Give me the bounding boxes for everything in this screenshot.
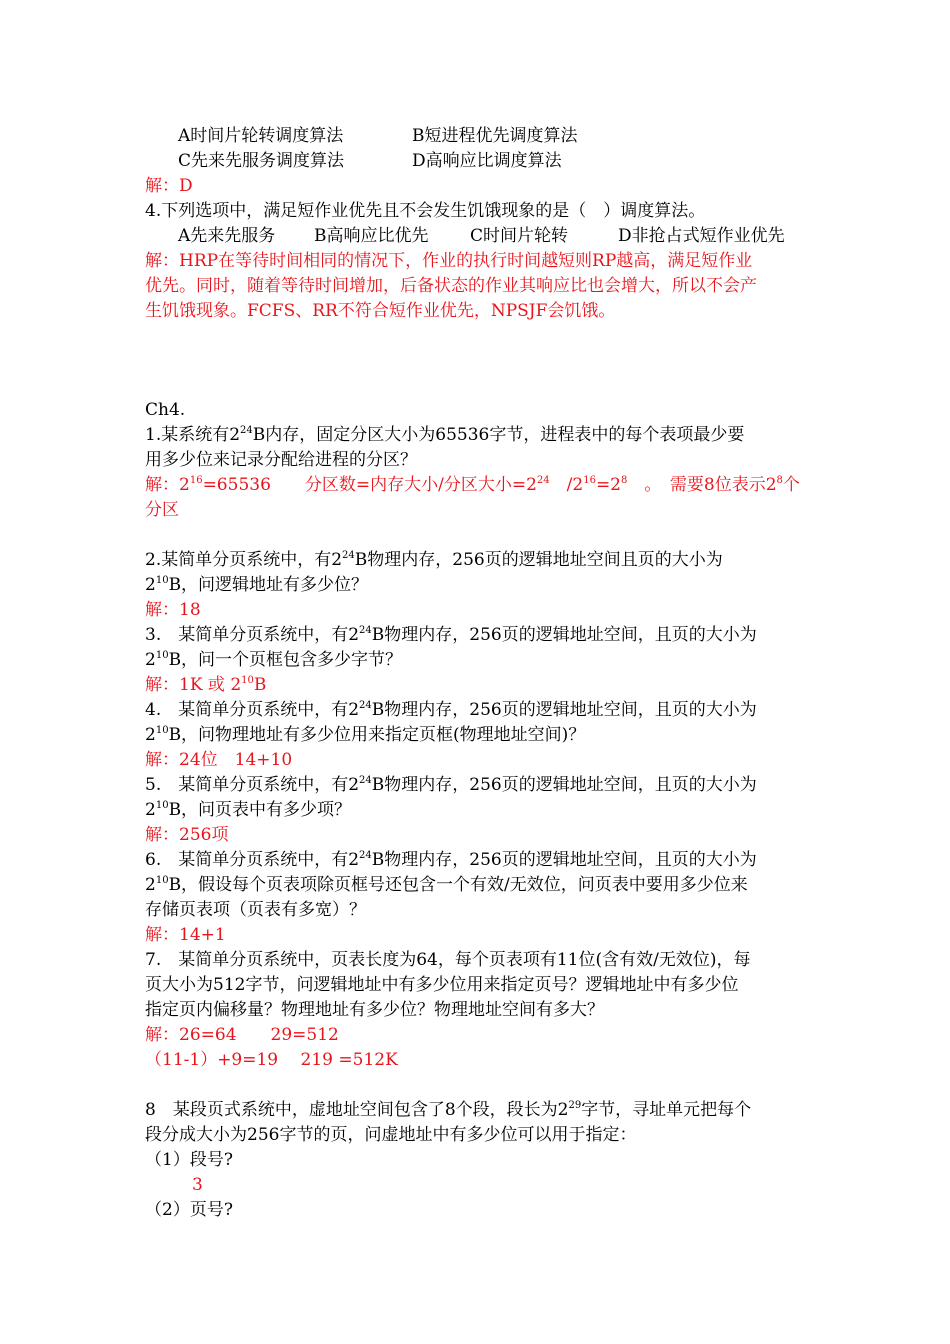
ch4-q1-line-2: 用多少位来记录分配给进程的分区？ bbox=[145, 450, 417, 470]
text: 1.某系统有2 bbox=[145, 425, 241, 445]
ch4-q6-line-2 bbox=[145, 873, 748, 897]
q4-question: 4.下列选项中，满足短作业优先且不会发生饥饿现象的是（ ）调度算法。 bbox=[145, 201, 706, 221]
q3-options-row-2 bbox=[178, 149, 562, 173]
exponent: 10 bbox=[241, 675, 254, 686]
ch4-q8-line-2: 段分成大小为256字节的页，问虚地址中有多少位可以用于指定： bbox=[145, 1125, 637, 1145]
exponent: 24 bbox=[359, 625, 372, 636]
ch4-q1-line-1 bbox=[145, 423, 744, 447]
text: 字节，寻址单元把每个 bbox=[581, 1100, 752, 1120]
q3-answer: 解：D bbox=[145, 176, 193, 196]
text: B物理内存，256页的逻辑地址空间，且页的大小为 bbox=[371, 625, 757, 645]
ch4-q3-answer bbox=[145, 673, 266, 697]
ch4-q7-answer-line-2: （11-1）+9=19 219 =512K bbox=[145, 1050, 398, 1070]
exponent: 16 bbox=[189, 475, 203, 486]
exponent: 24 bbox=[536, 475, 550, 486]
ch4-q1-answer bbox=[145, 473, 800, 497]
text: B，问逻辑地址有多少位？ bbox=[168, 575, 369, 595]
ch4-q7-line-2: 页大小为512字节，问逻辑地址中有多少位用来指定页号？逻辑地址中有多少位 bbox=[145, 975, 739, 995]
text: =2 bbox=[595, 475, 621, 495]
exponent: 29 bbox=[568, 1100, 582, 1111]
text: 8 某段页式系统中，虚地址空间包含了8个段，段长为2 bbox=[145, 1100, 569, 1120]
text: 解：1K 或 2 bbox=[145, 675, 242, 695]
q3-options-row-1 bbox=[178, 124, 578, 148]
text: B，问物理地址有多少位用来指定页框(物理地址空间)？ bbox=[168, 725, 586, 745]
ch4-q3-line-2 bbox=[145, 648, 402, 672]
text: =65536 分区数=内存大小/分区大小=2 bbox=[202, 475, 537, 495]
text: 3. 某简单分页系统中，有2 bbox=[145, 625, 360, 645]
exponent: 24 bbox=[342, 550, 355, 561]
ch4-q1-answer-line-2: 分区 bbox=[145, 500, 179, 520]
ch4-q4-line-1 bbox=[145, 698, 757, 722]
text: B物理内存，256页的逻辑地址空间，且页的大小为 bbox=[371, 775, 757, 795]
q4-answer-line-3: 生饥饿现象。FCFS、RR不符合短作业优先，NPSJF会饥饿。 bbox=[145, 301, 616, 321]
ch4-q6-answer: 解：14+1 bbox=[145, 925, 226, 945]
text: 个 bbox=[782, 475, 800, 495]
q3-option-d: D高响应比调度算法 bbox=[412, 151, 562, 171]
text: 2 bbox=[145, 725, 156, 745]
ch4-q4-answer: 解：24位 14+10 bbox=[145, 750, 293, 770]
q4-option-b: B高响应比优先 bbox=[314, 226, 429, 246]
q3-option-c: C先来先服务调度算法 bbox=[178, 151, 345, 171]
ch4-q8-sub-1: （1）段号? bbox=[145, 1150, 233, 1170]
exponent: 16 bbox=[583, 475, 596, 486]
exponent: 24 bbox=[359, 775, 372, 786]
ch4-q8-sub-2: （2）页号? bbox=[145, 1200, 233, 1220]
text: 6. 某简单分页系统中，有2 bbox=[145, 850, 360, 870]
text: 2.某简单分页系统中，有2 bbox=[145, 550, 343, 570]
text: 解：2 bbox=[145, 475, 190, 495]
text: B物理内存，256页的逻辑地址空间，且页的大小为 bbox=[371, 700, 757, 720]
exponent: 10 bbox=[155, 875, 169, 886]
exponent: 10 bbox=[155, 800, 169, 811]
text: 4. 某简单分页系统中，有2 bbox=[145, 700, 360, 720]
ch4-q7-line-3: 指定页内偏移量？物理地址有多少位？物理地址空间有多大？ bbox=[145, 1000, 604, 1020]
text: 2 bbox=[145, 575, 156, 595]
ch4-q6-line-3: 存储页表项（页表有多宽）？ bbox=[145, 900, 366, 920]
ch4-q2-line-1 bbox=[145, 548, 723, 572]
ch4-q8-line-1 bbox=[145, 1098, 751, 1122]
ch4-q3-line-1 bbox=[145, 623, 757, 647]
exponent: 8 bbox=[621, 475, 628, 486]
ch4-q5-answer: 解：256项 bbox=[145, 825, 229, 845]
ch4-q7-answer-line-1: 解：26=64 29=512 bbox=[145, 1025, 339, 1045]
chapter-heading: Ch4. bbox=[145, 400, 186, 420]
exponent: 24 bbox=[359, 850, 372, 861]
q4-option-c: C时间片轮转 bbox=[470, 226, 569, 246]
ch4-q5-line-1 bbox=[145, 773, 757, 797]
exponent: 10 bbox=[155, 725, 169, 736]
q3-option-a: A时间片轮转调度算法 bbox=[178, 126, 344, 146]
q4-answer-line-1: 解：HRP在等待时间相同的情况下，作业的执行时间越短则RP越高，满足短作业 bbox=[145, 251, 753, 271]
q4-options bbox=[178, 224, 785, 248]
exponent: 8 bbox=[776, 475, 783, 486]
ch4-q2-line-2 bbox=[145, 573, 368, 597]
text: 2 bbox=[145, 650, 156, 670]
text: B内存，固定分区大小为65536字节，进程表中的每个表项最少要 bbox=[252, 425, 745, 445]
ch4-q2-answer: 解：18 bbox=[145, 600, 201, 620]
text: 2 bbox=[145, 875, 156, 895]
text: 。 需要8位表示2 bbox=[627, 475, 777, 495]
ch4-q8-sub-1-answer: 3 bbox=[192, 1175, 203, 1195]
exponent: 10 bbox=[155, 650, 169, 661]
text: B物理内存，256页的逻辑地址空间且页的大小为 bbox=[354, 550, 723, 570]
ch4-q6-line-1 bbox=[145, 848, 757, 872]
ch4-q5-line-2 bbox=[145, 798, 351, 822]
q4-option-a: A先来先服务 bbox=[178, 226, 276, 246]
text: /2 bbox=[549, 475, 584, 495]
q4-option-d: D非抢占式短作业优先 bbox=[618, 226, 785, 246]
exponent: 10 bbox=[155, 575, 169, 586]
text: B物理内存，256页的逻辑地址空间，且页的大小为 bbox=[371, 850, 757, 870]
ch4-q4-line-2 bbox=[145, 723, 585, 747]
text: B，问一个页框包含多少字节？ bbox=[168, 650, 403, 670]
ch4-q7-line-1: 7. 某简单分页系统中，页表长度为64，每个页表项有11位(含有效/无效位)，每 bbox=[145, 950, 751, 970]
text: B，问页表中有多少项？ bbox=[168, 800, 352, 820]
q4-answer-line-2: 优先。同时，随着等待时间增加，后备状态的作业其响应比也会增大，所以不会产 bbox=[145, 276, 757, 296]
text: B，假设每个页表项除页框号还包含一个有效/无效位，问页表中要用多少位来 bbox=[168, 875, 748, 895]
text: 2 bbox=[145, 800, 156, 820]
text: 5. 某简单分页系统中，有2 bbox=[145, 775, 360, 795]
text: B bbox=[253, 675, 267, 695]
exponent: 24 bbox=[240, 425, 253, 436]
q3-option-b: B短进程优先调度算法 bbox=[412, 126, 578, 146]
exponent: 24 bbox=[359, 700, 372, 711]
